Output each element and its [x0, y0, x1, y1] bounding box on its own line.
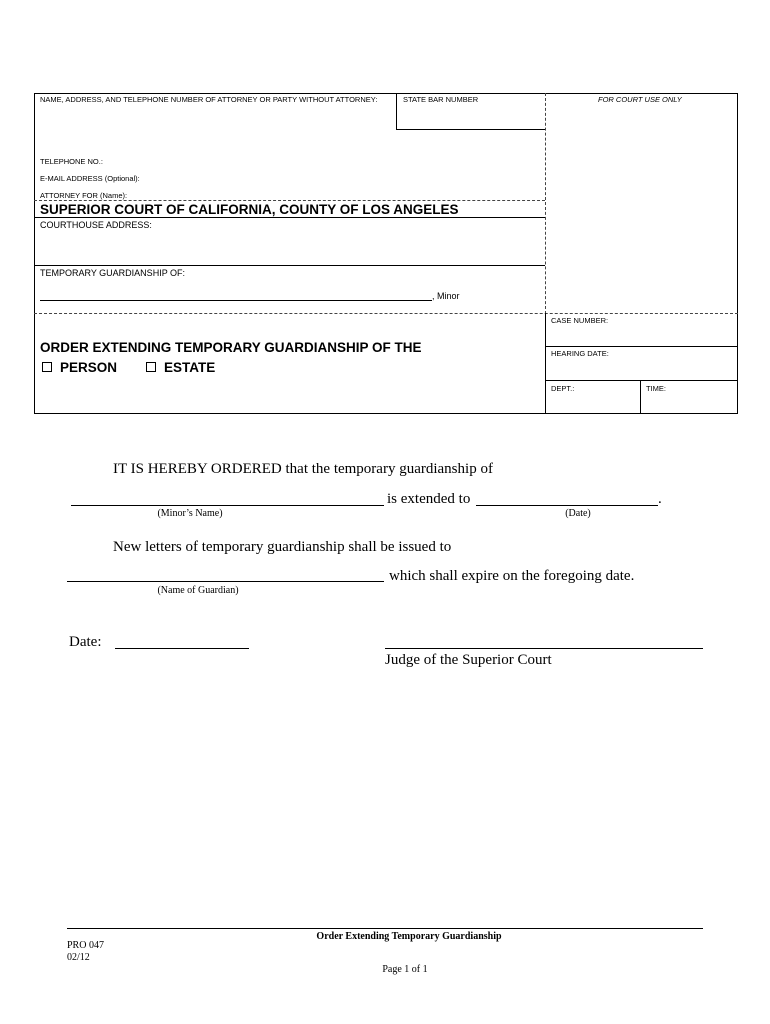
minor-name-line[interactable]	[40, 300, 432, 301]
form-title: Order Extending Temporary Guardianship	[316, 931, 502, 942]
person-checkbox[interactable]	[42, 362, 52, 372]
court-use-label: FOR COURT USE ONLY	[598, 95, 682, 104]
email-label: E-MAIL ADDRESS (Optional):	[40, 174, 140, 183]
letters-text: New letters of temporary guardianship shall be issued to	[113, 539, 452, 555]
minor-name-caption: (Minor’s Name)	[157, 508, 223, 519]
hearing-date-label: HEARING DATE:	[551, 349, 609, 358]
guardianship-of-label: TEMPORARY GUARDIANSHIP OF:	[40, 268, 186, 278]
order-title: ORDER EXTENDING TEMPORARY GUARDIANSHIP OF THE	[40, 340, 422, 355]
expire-text: which shall expire on the foregoing date.	[389, 568, 635, 584]
date-caption: (Date)	[565, 508, 591, 519]
form-date: 02/12	[67, 952, 90, 963]
signature-date-field[interactable]	[115, 648, 249, 649]
date-label: Date:	[69, 634, 102, 650]
courthouse-address-label: COURTHOUSE ADDRESS:	[40, 220, 152, 230]
attorney-for-label: ATTORNEY FOR (Name):	[40, 191, 128, 200]
telephone-label: TELEPHONE NO.:	[40, 157, 103, 166]
attorney-label: NAME, ADDRESS, AND TELEPHONE NUMBER OF ATTORNEY OR PARTY WITHOUT ATTORNEY:	[40, 95, 378, 104]
form-number: PRO 047	[67, 940, 104, 951]
judge-signature-field[interactable]	[385, 648, 703, 649]
estate-checkbox[interactable]	[146, 362, 156, 372]
period: .	[658, 491, 662, 507]
extended-text: is extended to	[387, 491, 471, 507]
case-number-label: CASE NUMBER:	[551, 316, 609, 325]
minor-name-field[interactable]	[71, 505, 384, 506]
option-person[interactable]: PERSON	[42, 360, 117, 376]
ordered-text: IT IS HEREBY ORDERED that the temporary guardianship of	[113, 461, 493, 477]
court-title: SUPERIOR COURT OF CALIFORNIA, COUNTY OF LOS ANGELES	[40, 202, 459, 217]
guardian-name-field[interactable]	[67, 581, 384, 582]
minor-suffix: , Minor	[432, 291, 460, 301]
dept-label: DEPT.:	[551, 384, 575, 393]
page-number: Page 1 of 1	[382, 964, 428, 975]
guardian-caption: (Name of Guardian)	[157, 585, 239, 596]
state-bar-label: STATE BAR NUMBER	[403, 95, 479, 104]
option-estate[interactable]: ESTATE	[146, 360, 215, 376]
extension-date-field[interactable]	[476, 505, 658, 506]
judge-label: Judge of the Superior Court	[385, 652, 552, 668]
time-label: TIME:	[646, 384, 666, 393]
